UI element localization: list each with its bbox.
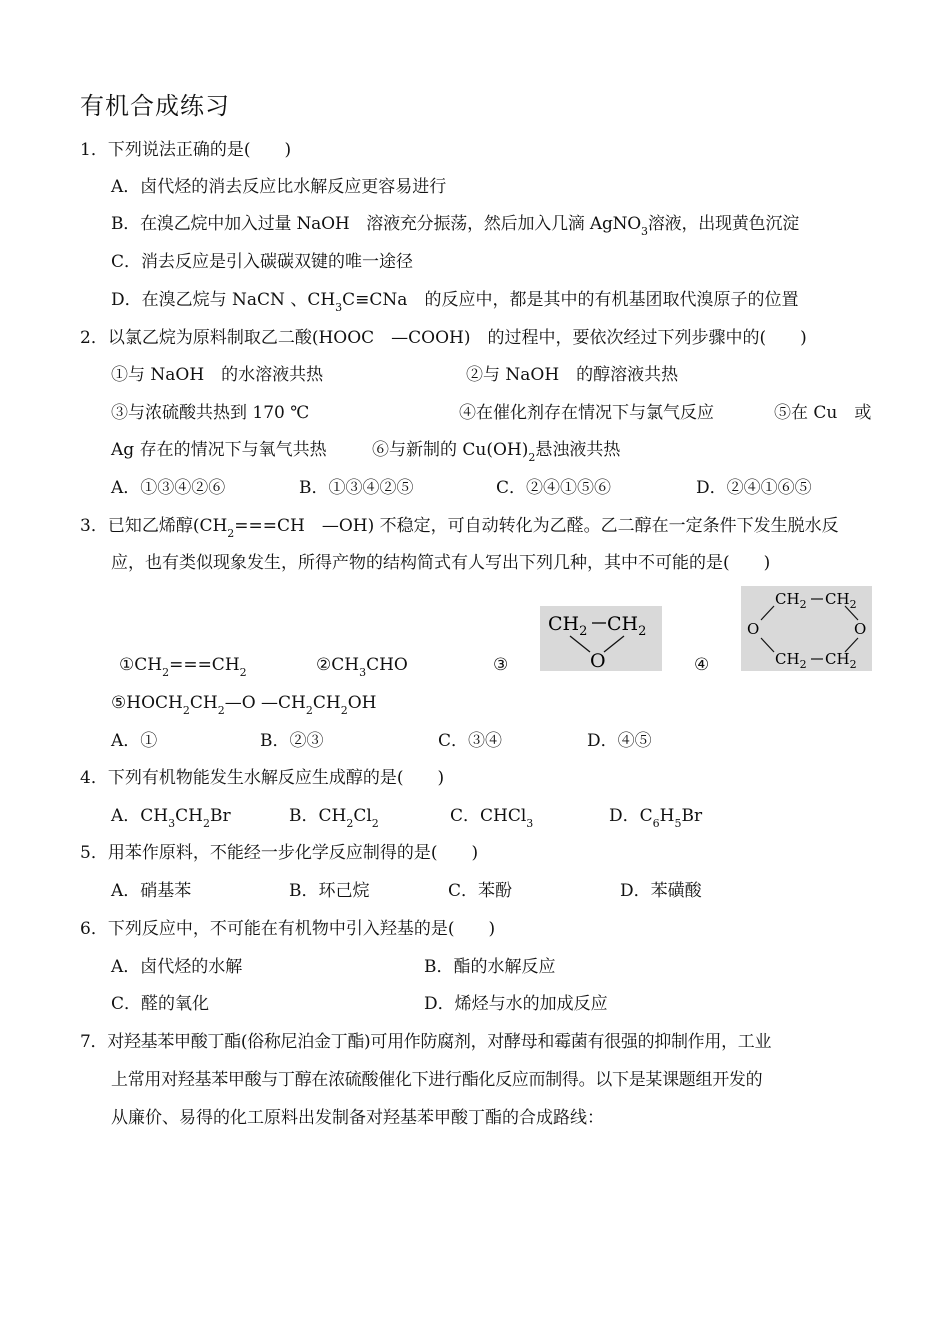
q7-line-1: 7．对羟基苯甲酸丁酯(俗称尼泊金丁酯)可用作防腐剂，对酵母和霉菌有很强的抑制作用，工业	[80, 1032, 772, 1052]
q2-stem: 2．以氯乙烷为原料制取乙二酸(HOOC —COOH) 的过程中，要依次经过下列步骤中的( )	[80, 328, 807, 348]
q2-step-6: ⑥与新制的 $Cu(OH)_2$悬浊液共热	[372, 440, 621, 464]
q6-stem: 6．下列反应中，不可能在有机物中引入羟基的是( )	[80, 919, 496, 939]
q3-item-5: $⑤HOCH_2CH_2—O$ $—CH_2CH_2OH$	[111, 693, 377, 717]
q3-item-1: $①CH_2===CH_2$	[119, 655, 247, 679]
q5-stem: 5．用苯作原料，不能经一步化学反应制得的是( )	[80, 843, 479, 863]
epoxide-structure-figure	[540, 606, 662, 671]
q6-option-a: A．卤代烃的水解	[111, 957, 243, 977]
q4-option-b: B．$CH_2Cl_2$	[289, 806, 379, 830]
q3-option-b: B．②③	[260, 731, 324, 751]
q2-option-c: C．②④①⑤⑥	[496, 478, 612, 498]
epoxide-ch2-left: $CH_2$	[548, 613, 588, 639]
epoxide-ch2-right: $CH_2$	[607, 613, 647, 639]
q5-option-d: D．苯磺酸	[620, 881, 702, 901]
q2-option-b: B．①③④②⑤	[299, 478, 414, 498]
q2-option-d: D．②④①⑥⑤	[696, 478, 812, 498]
dioxane-ch2-bottom-right: $CH_2$	[825, 650, 857, 671]
q1-stem: 1．下列说法正确的是( )	[80, 140, 292, 160]
epoxide-structure-svg	[540, 606, 662, 671]
q4-option-c: C．CHCl$_3$	[450, 806, 534, 830]
q4-option-a: A．$CH_3CH_2Br$	[111, 806, 231, 830]
q1-option-c: C．消去反应是引入碳碳双键的唯一途径	[111, 252, 414, 272]
q2-step-3: ③与浓硫酸共热到 170 ℃	[111, 403, 310, 423]
dioxane-oxygen-left: O	[747, 620, 760, 638]
q6-option-b: B．酯的水解反应	[424, 957, 556, 977]
q1-option-d: D．在溴乙烷与 NaCN 、$CH_3C\equiv CNa$ 的反应中，都是其中的有机基团取代溴原子的位置	[111, 290, 799, 314]
dioxane-ch2-top-right: $CH_2$	[825, 590, 857, 611]
q5-option-b: B．环己烷	[289, 881, 370, 901]
q2-step-5: ⑤在 Cu 或	[774, 403, 872, 423]
q1-option-b: B．在溴乙烷中加入过量 NaOH 溶液充分振荡，然后加入几滴 AgNO$_3$溶液，出现黄色沉淀	[111, 214, 800, 238]
q3-item-3-label: ③	[493, 655, 509, 675]
q2-step-2: ②与 NaOH 的醇溶液共热	[466, 365, 679, 385]
q6-option-d: D．烯烃与水的加成反应	[424, 994, 608, 1014]
dioxane-structure-svg	[741, 586, 872, 671]
q4-stem: 4．下列有机物能发生水解反应生成醇的是( )	[80, 768, 445, 788]
dioxane-ch2-bottom-left: $CH_2$	[775, 650, 807, 671]
q3-item-2: $②CH_3CHO$	[316, 655, 408, 679]
q2-step-1: ①与 NaOH 的水溶液共热	[111, 365, 324, 385]
dioxane-structure-figure	[741, 586, 872, 671]
q5-option-c: C．苯酚	[448, 881, 513, 901]
dioxane-ch2-top-left: $CH_2$	[775, 590, 807, 611]
q7-line-3: 从廉价、易得的化工原料出发制备对羟基苯甲酸丁酯的合成路线：	[111, 1108, 604, 1128]
q6-option-c: C．醛的氧化	[111, 994, 210, 1014]
q3-option-a: A．①	[111, 731, 158, 751]
page-title: 有机合成练习	[80, 92, 230, 120]
q3-option-c: C．③④	[438, 731, 503, 751]
q3-stem-line1: 3．已知乙烯醇($CH_2===CH$ —OH) 不稳定，可自动转化为乙醛。乙二醇在一定条件下发生脱水反	[80, 516, 839, 540]
q3-item-4-label: ④	[694, 655, 710, 675]
q1-option-a: A．卤代烃的消去反应比水解反应更容易进行	[111, 177, 447, 197]
q4-option-d: D．$C_6H_5Br$	[609, 806, 703, 830]
q5-option-a: A．硝基苯	[111, 881, 192, 901]
q3-stem-line2: 应，也有类似现象发生，所得产物的结构简式有人写出下列几种，其中不可能的是( )	[111, 553, 771, 573]
epoxide-oxygen: O	[590, 650, 606, 671]
dioxane-oxygen-right: O	[854, 620, 867, 638]
q2-step-5-cont: Ag 存在的情况下与氧气共热	[111, 440, 327, 460]
q3-option-d: D．④⑤	[587, 731, 652, 751]
q2-step-4: ④在催化剂存在情况下与氯气反应	[459, 403, 714, 423]
q7-line-2: 上常用对羟基苯甲酸与丁醇在浓硫酸催化下进行酯化反应而制得。以下是某课题组开发的	[111, 1070, 763, 1090]
q2-option-a: A．①③④②⑥	[111, 478, 226, 498]
